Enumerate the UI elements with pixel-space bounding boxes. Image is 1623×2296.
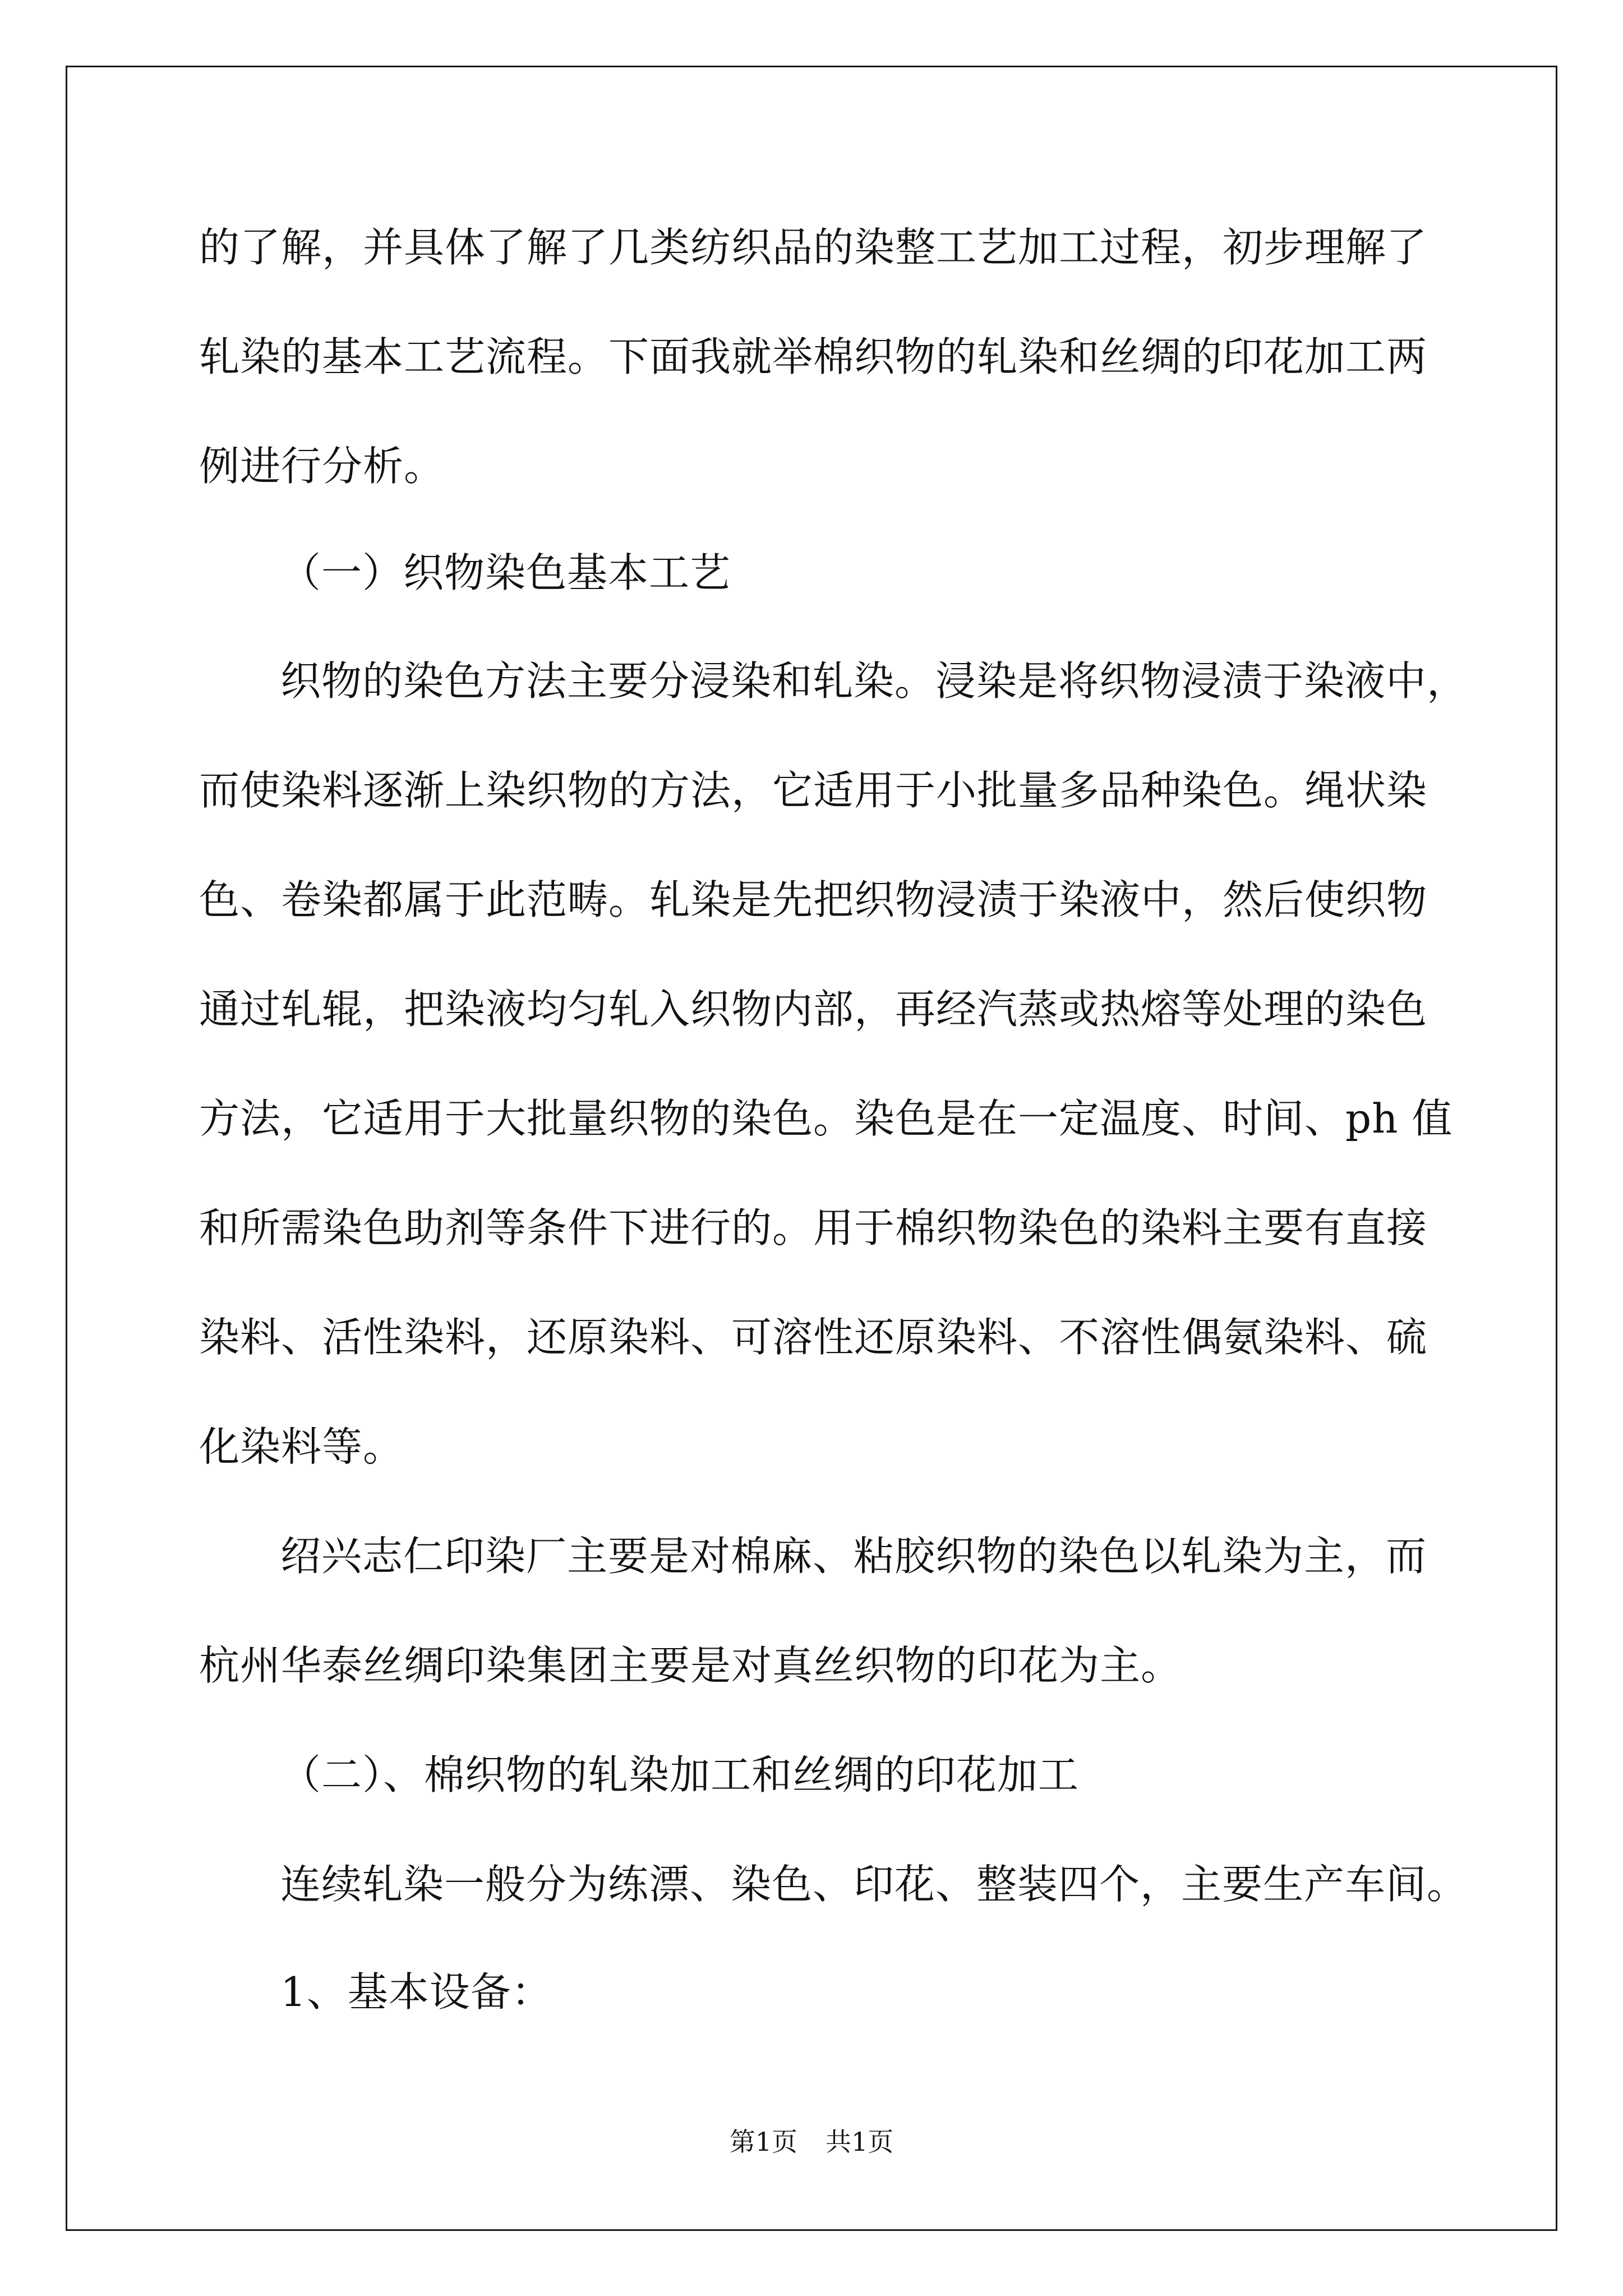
page-total: 共1页 [826, 2127, 894, 2157]
text-line: 色、卷染都属于此范畴。轧染是先把织物浸渍于染液中，然后使织物 [199, 876, 1428, 923]
text-line: 化染料等。 [199, 1423, 404, 1470]
text-line: 方法，它适用于大批量织物的染色。染色是在一定温度、时间、ph 值 [199, 1095, 1453, 1142]
text-line: 例进行分析。 [199, 443, 445, 490]
text-line: 而使染料逐渐上染织物的方法，它适用于小批量多品种染色。绳状染 [199, 767, 1428, 814]
text-line: 绍兴志仁印染厂主要是对棉麻、粘胶织物的染色以轧染为主，而 [280, 1533, 1427, 1580]
text-line: 染料、活性染料，还原染料、可溶性还原染料、不溶性偶氨染料、硫 [199, 1314, 1428, 1361]
text-line: 通过轧辊，把染液均匀轧入织物内部，再经汽蒸或热熔等处理的染色 [199, 986, 1428, 1033]
text-line: 1、基本设备： [280, 1968, 552, 2016]
text-line: 和所需染色助剂等条件下进行的。用于棉织物染色的染料主要有直接 [199, 1204, 1428, 1251]
text-line: 杭州华泰丝绸印染集团主要是对真丝织物的印花为主。 [199, 1642, 1182, 1689]
text-line: 织物的染色方法主要分浸染和轧染。浸染是将织物浸渍于染液中， [280, 657, 1468, 705]
text-line: 轧染的基本工艺流程。下面我就举棉织物的轧染和丝绸的印花加工两 [199, 333, 1428, 380]
text-line: 的了解，并具体了解了几类纺织品的染整工艺加工过程，初步理解了 [199, 224, 1428, 271]
text-line: 连续轧染一般分为练漂、染色、印花、整装四个，主要生产车间。 [280, 1861, 1468, 1908]
section-heading: （一）织物染色基本工艺 [280, 549, 731, 596]
section-heading: （二）、棉织物的轧染加工和丝绸的印花加工 [280, 1751, 1080, 1798]
page-number: 第1页 [729, 2127, 797, 2157]
page-footer [0, 2129, 1623, 2155]
